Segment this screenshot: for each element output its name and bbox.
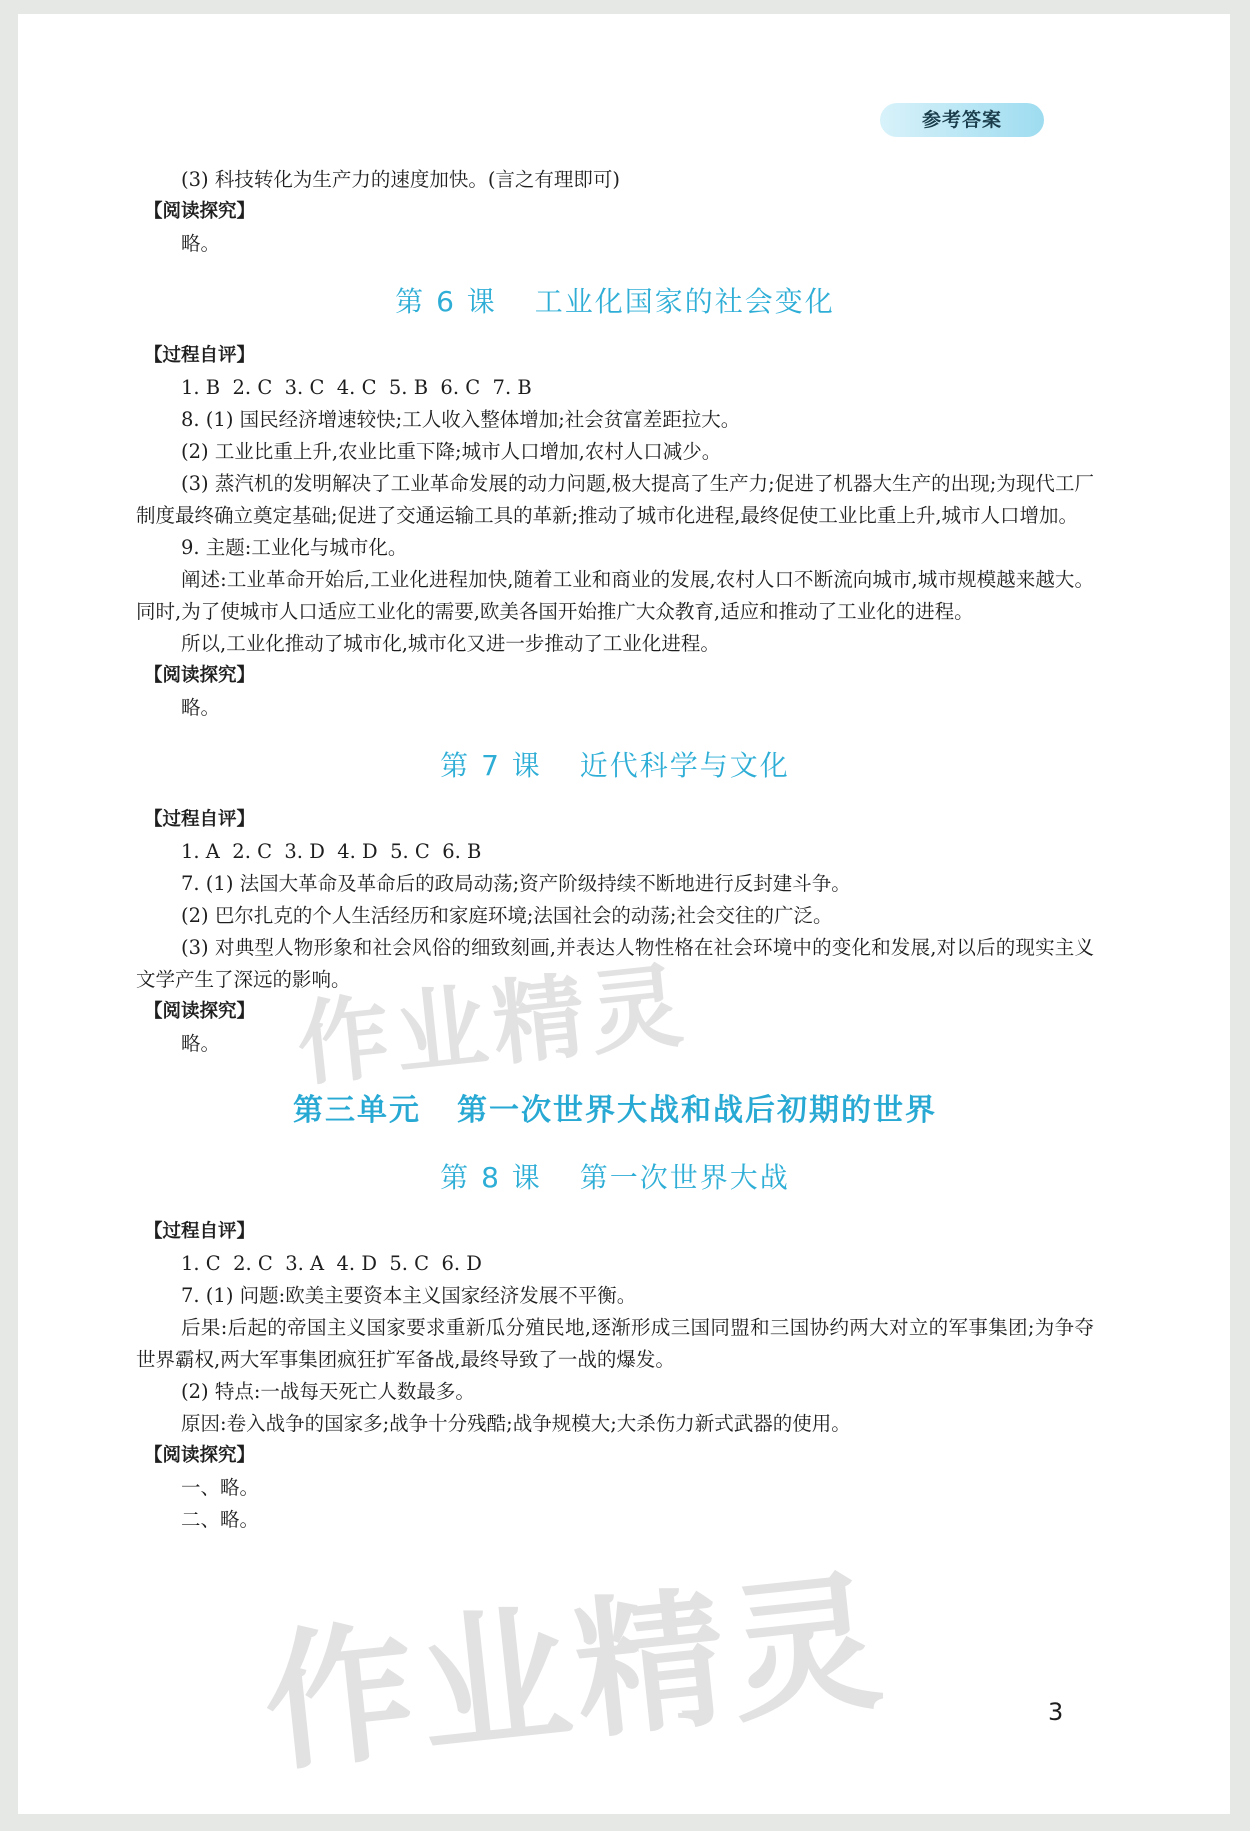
section-heading: 【阅读探究】 xyxy=(144,201,256,222)
answer-line: (2) 工业比重上升,农业比重下降;城市人口增加,农村人口减少。 xyxy=(181,440,722,463)
multiple-choice-answers: 1. A 2. C 3. D 4. D 5. C 6. B xyxy=(181,840,482,863)
answer-line: 原因:卷入战争的国家多;战争十分残酷;战争规模大;大杀伤力新式武器的使用。 xyxy=(181,1412,851,1435)
watermark: 作业精灵 xyxy=(292,951,694,1100)
section-heading: 【阅读探究】 xyxy=(144,665,256,686)
lesson-title: 第一次世界大战 xyxy=(579,1161,790,1194)
lesson-8-heading xyxy=(136,1158,1094,1198)
answer-line: 8. (1) 国民经济增速较快;工人收入整体增加;社会贫富差距拉大。 xyxy=(181,408,741,431)
lesson-7-heading xyxy=(136,746,1094,786)
unit-3-heading xyxy=(136,1090,1094,1132)
answer-line: 9. 主题:工业化与城市化。 xyxy=(181,536,408,559)
section-heading: 【阅读探究】 xyxy=(144,1001,256,1022)
lesson-title: 近代科学与文化 xyxy=(579,749,790,782)
watermark: 作业精灵 xyxy=(256,1554,895,1794)
unit-title: 第一次世界大战和战后初期的世界 xyxy=(457,1093,937,1128)
answer-line: 略。 xyxy=(181,1032,221,1055)
lesson-number: 第 7 课 xyxy=(440,749,542,782)
answer-line: (2) 特点:一战每天死亡人数最多。 xyxy=(181,1380,475,1403)
answer-line: 所以,工业化推动了城市化,城市化又进一步推动了工业化进程。 xyxy=(181,632,720,655)
multiple-choice-answers: 1. C 2. C 3. A 4. D 5. C 6. D xyxy=(181,1252,482,1275)
section-heading: 【过程自评】 xyxy=(144,1221,256,1242)
answer-line: 一、略。 xyxy=(181,1476,260,1499)
unit-number: 第三单元 xyxy=(293,1093,421,1128)
answer-paragraph: (3) 对典型人物形象和社会风俗的细致刻画,并表达人物性格在社会环境中的变化和发展,对以后的现实主义文学产生了深远的影响。 xyxy=(136,936,1094,991)
section-heading: 【过程自评】 xyxy=(144,809,256,830)
section-heading: 【过程自评】 xyxy=(144,345,256,366)
page-content xyxy=(136,164,1094,1536)
lesson-number: 第 8 课 xyxy=(440,1161,542,1194)
answer-paragraph: (3) 蒸汽机的发明解决了工业革命发展的动力问题,极大提高了生产力;促进了机器大生产的出现;为现代工厂制度最终确立奠定基础;促进了交通运输工具的革新;推动了城市化进程,最终促使工业比重上升,城市人口增加。 xyxy=(136,472,1094,527)
answer-line: 略。 xyxy=(181,232,221,255)
answer-line: (3) 科技转化为生产力的速度加快。(言之有理即可) xyxy=(181,168,621,191)
answer-line: 7. (1) 问题:欧美主要资本主义国家经济发展不平衡。 xyxy=(181,1284,637,1307)
answer-paragraph: 阐述:工业革命开始后,工业化进程加快,随着工业和商业的发展,农村人口不断流向城市,城市规模越来越大。同时,为了使城市人口适应工业化的需要,欧美各国开始推广大众教育,适应和推动了工业化的进程。 xyxy=(136,568,1094,623)
answer-paragraph: 后果:后起的帝国主义国家要求重新瓜分殖民地,逐渐形成三国同盟和三国协约两大对立的军事集团;为争夺世界霸权,两大军事集团疯狂扩军备战,最终导致了一战的爆发。 xyxy=(136,1316,1094,1371)
answer-line: 7. (1) 法国大革命及革命后的政局动荡;资产阶级持续不断地进行反封建斗争。 xyxy=(181,872,851,895)
page-number: 3 xyxy=(1048,1698,1064,1726)
lesson-number: 第 6 课 xyxy=(395,285,497,318)
answer-line: 二、略。 xyxy=(181,1508,260,1531)
multiple-choice-answers: 1. B 2. C 3. C 4. C 5. B 6. C 7. B xyxy=(181,376,532,399)
answer-line: (2) 巴尔扎克的个人生活经历和家庭环境;法国社会的动荡;社会交往的广泛。 xyxy=(181,904,833,927)
lesson-title: 工业化国家的社会变化 xyxy=(534,285,835,318)
lesson-6-heading xyxy=(136,282,1094,322)
answer-key-badge: 参考答案 xyxy=(880,103,1044,137)
section-heading: 【阅读探究】 xyxy=(144,1445,256,1466)
answer-line: 略。 xyxy=(181,696,221,719)
